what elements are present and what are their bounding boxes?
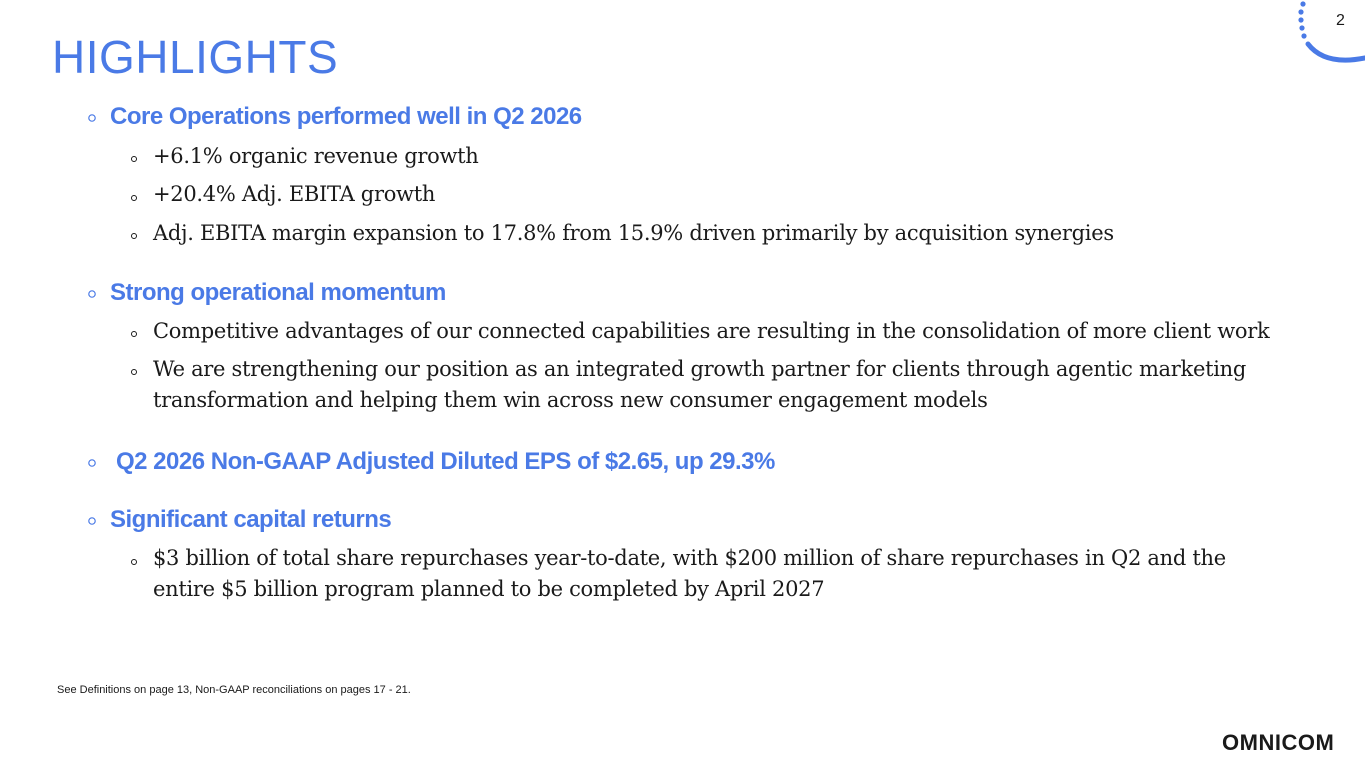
circle-bullet-icon (87, 289, 97, 299)
list-item: Adj. EBITA margin expansion to 17.8% from 15.9% driven primarily by acquisition synergies (153, 221, 1114, 245)
circle-bullet-icon (87, 516, 97, 526)
page-number: 2 (1336, 12, 1345, 29)
circle-bullet-icon (87, 458, 97, 468)
section-heading: Strong operational momentum (110, 279, 446, 306)
footnote: See Definitions on page 13, Non-GAAP reconciliations on pages 17 - 21. (57, 684, 411, 696)
circle-bullet-icon (130, 330, 138, 338)
list-item: +6.1% organic revenue growth (153, 144, 479, 168)
section-heading: Significant capital returns (110, 506, 392, 533)
list-item: $3 billion of total share repurchases year-to-date, with $200 million of share repurchases in Q2 and the entire $5 billion program planned to be completed by April 2027 (153, 546, 1226, 601)
section-heading: Core Operations performed well in Q2 2026 (110, 103, 582, 130)
circle-bullet-icon (130, 232, 138, 240)
list-item: We are strengthening our position as an integrated growth partner for clients through agentic marketing transformation and helping them win across new consumer engagement models (153, 357, 1246, 412)
circle-bullet-icon (87, 113, 97, 123)
circle-bullet-icon (130, 368, 138, 376)
list-item: Competitive advantages of our connected capabilities are resulting in the consolidation of more client work (153, 319, 1270, 343)
list-item: +20.4% Adj. EBITA growth (153, 182, 436, 206)
decorative-arc-icon (1290, 0, 1365, 70)
omnicom-logo: OMNICOM (1222, 730, 1335, 755)
circle-bullet-icon (130, 194, 138, 202)
circle-bullet-icon (130, 155, 138, 163)
page-title: HIGHLIGHTS (52, 31, 339, 83)
circle-bullet-icon (130, 558, 138, 566)
section-heading: Q2 2026 Non-GAAP Adjusted Diluted EPS of $2.65, up 29.3% (116, 448, 775, 475)
